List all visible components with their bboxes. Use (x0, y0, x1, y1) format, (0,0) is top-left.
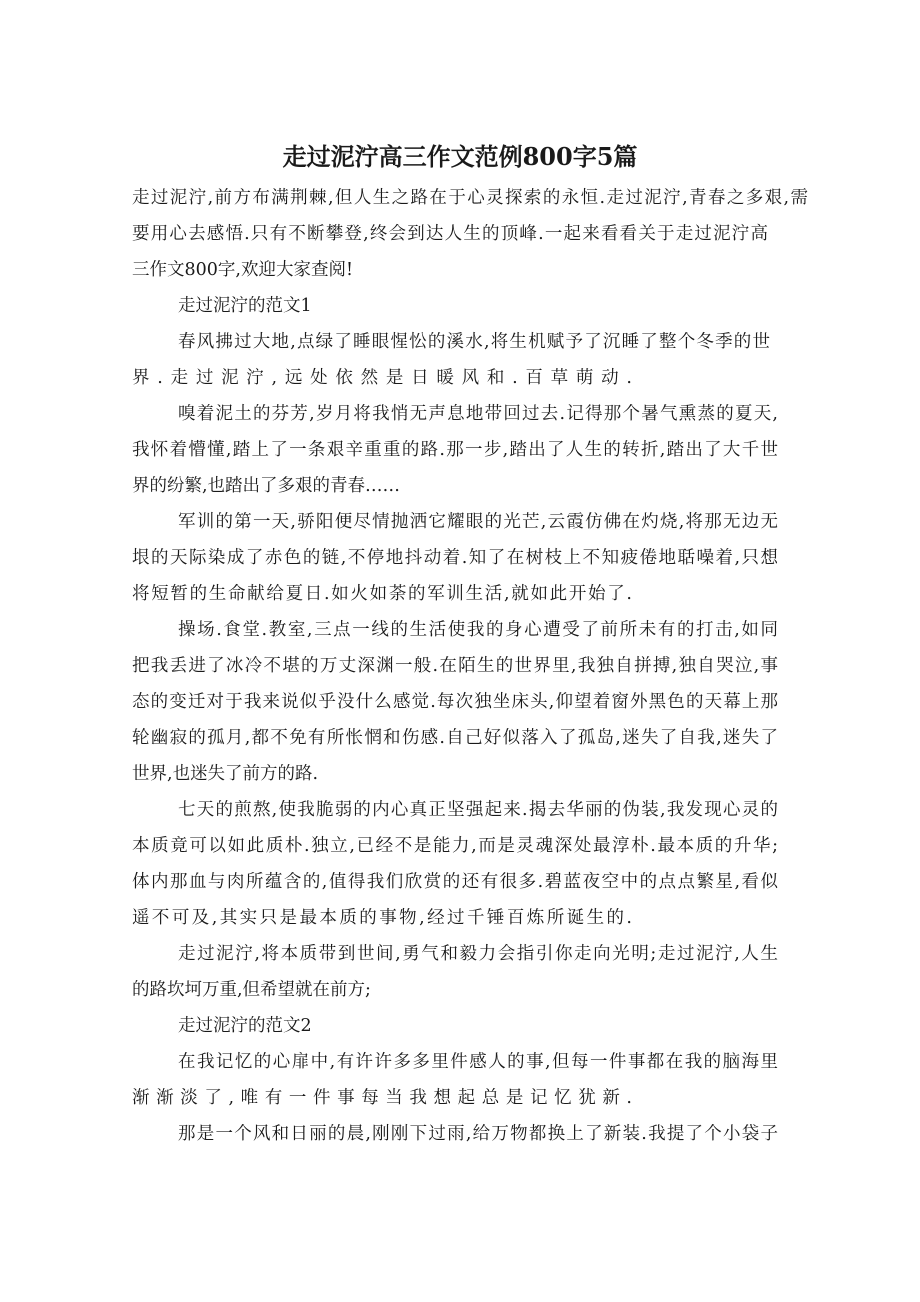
paragraph-line: 在我记忆的心扉中,有许许多多里件感人的事,但每一件事都在我的脑海里 (178, 1052, 780, 1072)
paragraph-line: 要用心去感悟.只有不断攀登,终会到达人生的顶峰.一起来看看关于走过泥泞高 (132, 224, 770, 244)
paragraph-line: 三作文800字,欢迎大家查阅! (132, 260, 353, 280)
paragraph-line: 走过泥泞,前方布满荆棘,但人生之路在于心灵探索的永恒.走过泥泞,青春之多艰,需 (132, 188, 810, 208)
paragraph-line: 将短暂的生命献给夏日.如火如荼的军训生活,就如此开始了. (132, 584, 634, 604)
paragraph-line: 界.走过泥泞,远处依然是日暖风和.百草萌动. (132, 368, 640, 388)
paragraph-line: 七天的煎熬,使我脆弱的内心真正坚强起来.揭去华丽的伪装,我发现心灵的 (178, 800, 780, 820)
paragraph-line: 嗅着泥土的芬芳,岁月将我悄无声息地带回过去.记得那个暑气熏蒸的夏天, (178, 404, 780, 424)
paragraph-line: 渐渐淡了,唯有一件事每当我想起总是记忆犹新. (132, 1088, 639, 1108)
paragraph-line: 我怀着懵懂,踏上了一条艰辛重重的路.那一步,踏出了人生的转折,踏出了大千世 (132, 440, 780, 460)
paragraph-line: 的路坎坷万重,但希望就在前方; (132, 980, 371, 1000)
paragraph-line: 遥不可及,其实只是最本质的事物,经过千锤百炼所诞生的. (132, 908, 635, 928)
paragraph-line: 体内那血与肉所蕴含的,值得我们欣赏的还有很多.碧蓝夜空中的点点繁星,看似 (132, 872, 780, 892)
paragraph-line: 态的变迁对于我来说似乎没什么感觉.每次独坐床头,仰望着窗外黑色的天幕上那 (132, 692, 780, 712)
section-heading: 走过泥泞的范文1 (178, 296, 312, 316)
paragraph-line: 走过泥泞,将本质带到世间,勇气和毅力会指引你走向光明;走过泥泞,人生 (178, 944, 780, 964)
document-title: 走过泥泞高三作文范例800字5篇 (282, 142, 638, 171)
paragraph-line: 那是一个风和日丽的晨,刚刚下过雨,给万物都换上了新装.我提了个小袋子 (178, 1124, 780, 1144)
paragraph-line: 世界,也迷失了前方的路. (132, 764, 319, 784)
paragraph-line: 春风拂过大地,点绿了睡眼惺忪的溪水,将生机赋予了沉睡了整个冬季的世 (178, 332, 772, 352)
section-heading: 走过泥泞的范文2 (178, 1016, 312, 1036)
paragraph-line: 把我丢进了冰冷不堪的万丈深渊一般.在陌生的世界里,我独自拼搏,独自哭泣,事 (132, 656, 780, 676)
paragraph-line: 本质竟可以如此质朴.独立,已经不是能力,而是灵魂深处最淳朴.最本质的升华; (132, 836, 780, 856)
paragraph-line: 界的纷繁,也踏出了多艰的青春…… (132, 476, 401, 496)
paragraph-line: 操场.食堂.教室,三点一线的生活使我的身心遭受了前所未有的打击,如同 (178, 620, 780, 640)
paragraph-line: 垠的天际染成了赤色的链,不停地抖动着.知了在树枝上不知疲倦地聒噪着,只想 (132, 548, 780, 568)
paragraph-line: 轮幽寂的孤月,都不免有所怅惘和伤感.自己好似落入了孤岛,迷失了自我,迷失了 (132, 728, 780, 748)
paragraph-line: 军训的第一天,骄阳便尽情抛洒它耀眼的光芒,云霞仿佛在灼烧,将那无边无 (178, 512, 780, 532)
